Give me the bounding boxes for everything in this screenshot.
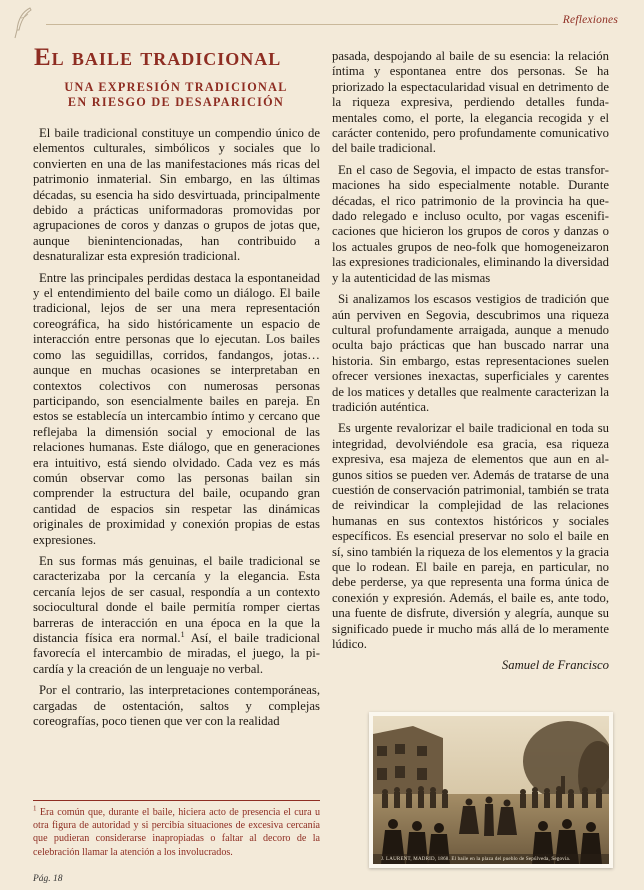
paragraph-3-text-a: En sus formas más genuinas, el baile tradicional se caracterizaba por la cercanía y la elegancia. Esta cercanía lejos de ser casual, respondía a un contexto sociocultural donde el baile permitía romper ciertas barreras de interacción en una época en la que la distancia física era normal. (33, 553, 320, 645)
paragraph-6: En el caso de Segovia, el impacto de estas transformaciones ha sido especialmente notable. Durante décadas, el rico patrimonio de la provincia ha quedado relegado e incluso oculto, por vagas escenificaciones que hicieron los grupos de coros y danzas o los actuales grupos de neo-folk que homogeneizaron las expresiones tradicionales, eliminando la diversidad y la autenticidad de las mismas (332, 162, 609, 285)
section-label: Reflexiones (562, 14, 618, 26)
article-subtitle (34, 80, 318, 109)
footnote (33, 806, 320, 859)
article-title: El baile tradicional (34, 44, 282, 71)
footnote-divider (33, 800, 320, 801)
historic-photo (369, 712, 613, 868)
page-header (26, 14, 618, 26)
right-column (332, 49, 609, 680)
paragraph-2: Entre las principales perdidas destaca la espontaneidad y el entendimiento del baile como un diálogo. El baile tradicional, lejos de ser una mera representación coreográfica, ha sido históricamente un espacio de interacción entre personas que lo ejecutan. Los bailes como las seguidillas, corridos, fandangos, jotas… aunque en muchas ocasiones se interpretaban en contextos colectivos con numerosas personas participando, son esencialmente bailes en pareja. En estos se establecía un intercambio íntimo y cercano que reflejaba la dimensión social y emocional de las relaciones humanas. Este diálogo, que en generaciones era intuitivo, está siendo olvidado. Cada vez es más común observar como las personas bailan sin comprender la estructura del baile, ocupando gran cantidad de espacios sin respetar las dinámicas originales de proximidad y conexión propias de estas expresiones. (33, 270, 320, 547)
paragraph-5: pasada, despojando al baile de su esencia: la relación íntima y espontanea entre dos personas. Se ha priorizado la espectacularidad visual en detrimento de la riqueza expresiva, perdiendo detalles fundamentales como, el porte, la elegancia recogida y el carácter contenido, pero profundamente comunicativo del baile tradicional. (332, 49, 609, 156)
photo-illustration (373, 716, 609, 864)
left-column (33, 126, 320, 735)
page-number: Pág. 18 (33, 874, 63, 884)
paragraph-4: Por el contrario, las interpretaciones contemporáneas, cargadas de ostentación, saltos y complejas coreografías, poco tienen que ver con la realidad (33, 683, 320, 729)
footnote-text: Era común que, durante el baile, hiciera acto de presencia el cura u otra figura de autoridad y si percibía situaciones de excesiva cercanía que pudieran considerarse inapropiadas o faltar al decoro de la celebración llamar la atención a los involucrados. (33, 807, 320, 858)
subtitle-line-2: EN RIESGO DE DESAPARICIÓN (67, 94, 285, 109)
subtitle-line-1: UNA EXPRESIÓN TRADICIONAL (64, 80, 288, 94)
photo-caption: J. LAURENT, MADRID, 1868. El baile en la plaza del pueblo de Sepúlveda, Segovia. (381, 857, 571, 862)
paragraph-3-text-b: Así, el baile tradicional favorecía el intercambio de miradas, el juego, la picardía y la creación de un lenguaje no verbal. (33, 631, 320, 676)
header-divider (46, 24, 558, 25)
footnote-number: 1 (33, 804, 37, 813)
paragraph-7: Si analizamos los escasos vestigios de tradición que aún perviven en Segovia, descubrimos una riqueza cultural profundamente arraigada, aunque a menudo oculta bajo prácticas que han buscado narrar una historia. Sin embargo, estas representaciones suelen ofrecer versiones inexactas, superficiales y carentes de los matices y detalles que realmente caracterizan la tradición auténtica. (332, 292, 609, 414)
paragraph-1: El baile tradicional constituye un compendio único de elementos culturales, simbólicos y sociales que lo convierten en una de las manifestaciones más ricas del patrimonio inmaterial. Sin embargo, en las últimas décadas, su esencia ha sido desvirtuada, principalmente debido a prácticas uniformadoras promovidas por agrupaciones de coros y danzas o grupos de jotas que, aunque bienintencionadas, han contribuido a desnaturalizar esta expresión tradicional. (33, 126, 320, 264)
paragraph-3 (33, 554, 320, 677)
author-signature: Samuel de Francisco (501, 658, 609, 673)
paragraph-8: Es urgente revalorizar el baile tradicional en toda su integridad, devolviéndole esa gracia, esa riqueza expresiva, esa majeza de elementos que aun en algunos sitios se pueden ver. Además de tratarse de una cuestión de conservación patrimonial, también se trata de reivindicar la complejidad de las relaciones humanas en sus contextos históricos y sociales específicos. Es esencial preservar no solo el baile en sí, sino también la riqueza de los elementos y la gracia que lo rodean. El baile en pareja, en particular, no debe perderse, ya que representa una forma única de conexión y expresión. Además, el baile es, ante todo, una fuente de disfrute, diversión y alegría, aunque su significado puede ir mucho más allá de lo meramente lúdico. (332, 421, 609, 652)
footnote-reference[interactable]: 1 (180, 629, 185, 639)
